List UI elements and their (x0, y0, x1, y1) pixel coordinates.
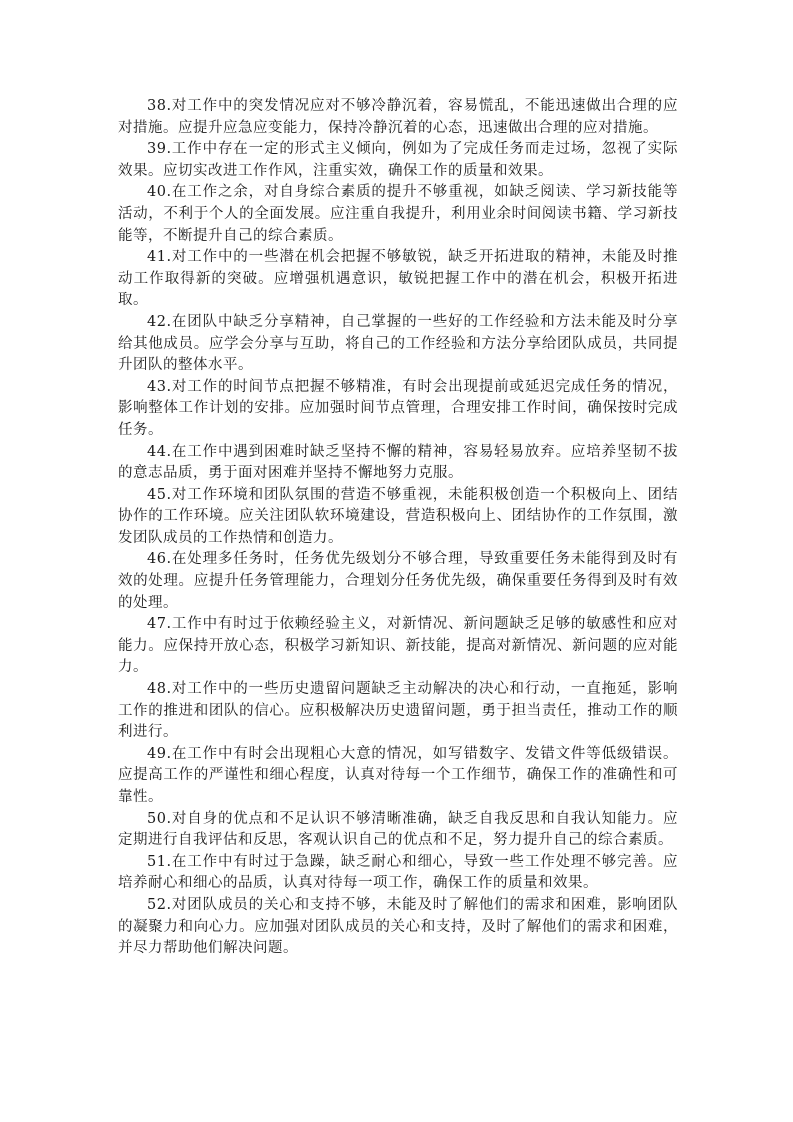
paragraph-47: 47.工作中有时过于依赖经验主义，对新情况、新问题缺乏足够的敏感性和应对能力。应保持开放心态，积极学习新知识、新技能，提高对新情况、新问题的应对能力。 (118, 616, 678, 676)
paragraph-40: 40.在工作之余，对自身综合素质的提升不够重视，如缺乏阅读、学习新技能等活动，不利于个人的全面发展。应注重自我提升，利用业余时间阅读书籍、学习新技能等，不断提升自己的综合素质。 (118, 184, 678, 244)
paragraph-44: 44.在工作中遇到困难时缺乏坚持不懈的精神，容易轻易放弃。应培养坚韧不拔的意志品质，勇于面对困难并坚持不懈地努力克服。 (118, 443, 678, 482)
paragraph-43: 43.对工作的时间节点把握不够精准，有时会出现提前或延迟完成任务的情况，影响整体工作计划的安排。应加强时间节点管理，合理安排工作时间，确保按时完成任务。 (118, 378, 678, 438)
paragraph-38: 38.对工作中的突发情况应对不够冷静沉着，容易慌乱，不能迅速做出合理的应对措施。应提升应急应变能力，保持冷静沉着的心态，迅速做出合理的应对措施。 (118, 98, 678, 136)
paragraph-50: 50.对自身的优点和不足认识不够清晰准确，缺乏自我反思和自我认知能力。应定期进行自我评估和反思，客观认识自己的优点和不足，努力提升自己的综合素质。 (118, 810, 678, 849)
paragraph-52: 52.对团队成员的关心和支持不够，未能及时了解他们的需求和困难，影响团队的凝聚力和向心力。应加强对团队成员的关心和支持，及时了解他们的需求和困难，并尽力帮助他们解决问题。 (118, 896, 678, 957)
paragraph-48: 48.对工作中的一些历史遗留问题缺乏主动解决的决心和行动，一直拖延，影响工作的推进和团队的信心。应积极解决历史遗留问题，勇于担当责任，推动工作的顺利进行。 (118, 681, 678, 741)
paragraph-51: 51.在工作中有时过于急躁，缺乏耐心和细心，导致一些工作处理不够完善。应培养耐心和细心的品质，认真对待每一项工作，确保工作的质量和效果。 (118, 853, 678, 892)
paragraph-41: 41.对工作中的一些潜在机会把握不够敏锐，缺乏开拓进取的精神，未能及时推动工作取得新的突破。应增强机遇意识，敏锐把握工作中的潜在机会，积极开拓进取。 (118, 249, 678, 309)
document-body (118, 96, 678, 960)
paragraph-42: 42.在团队中缺乏分享精神，自己掌握的一些好的工作经验和方法未能及时分享给其他成员。应学会分享与互助，将自己的工作经验和方法分享给团队成员，共同提升团队的整体水平。 (118, 313, 678, 374)
paragraph-39: 39.工作中存在一定的形式主义倾向，例如为了完成任务而走过场，忽视了实际效果。应切实改进工作作风，注重实效，确保工作的质量和效果。 (118, 141, 678, 179)
paragraph-49: 49.在工作中有时会出现粗心大意的情况，如写错数字、发错文件等低级错误。应提高工作的严谨性和细心程度，认真对待每一个工作细节，确保工作的准确性和可靠性。 (118, 745, 678, 805)
paragraph-46: 46.在处理多任务时，任务优先级划分不够合理，导致重要任务未能得到及时有效的处理。应提升任务管理能力，合理划分任务优先级，确保重要任务得到及时有效的处理。 (118, 551, 678, 611)
paragraph-45: 45.对工作环境和团队氛围的营造不够重视，未能积极创造一个积极向上、团结协作的工作环境。应关注团队软环境建设，营造积极向上、团结协作的工作氛围，激发团队成员的工作热情和创造力。 (118, 486, 678, 546)
